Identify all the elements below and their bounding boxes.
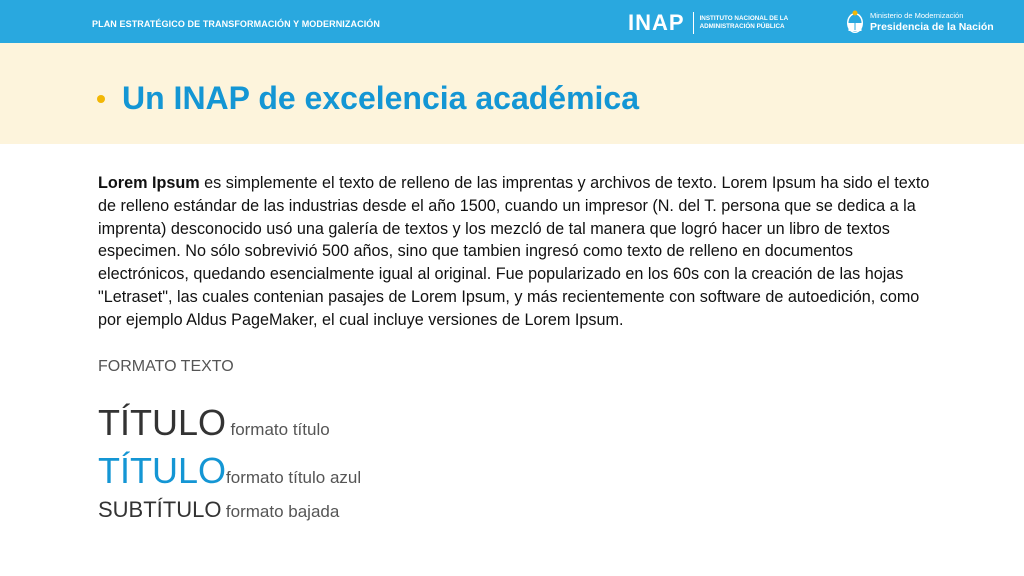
inap-logo-line2: ADMINISTRACIÓN PÚBLICA [699,23,785,30]
inap-logo [628,12,788,34]
ministry-line2: Presidencia de la Nación [870,21,994,33]
sample-subtitle-desc: formato bajada [225,502,340,521]
ministry-logo [846,10,994,34]
inap-logo-subtitle [700,15,789,31]
inap-logo-line1: INSTITUTO NACIONAL DE LA [699,15,789,22]
top-bar [0,0,1024,43]
sample-title-desc: formato título [230,420,330,439]
body-text-rest: es simplemente el texto de relleno de las imprentas y archivos de texto. Lorem Ipsum ha sido el texto de relleno estándar de las industrias desde el año 1500, cuando un impresor (N. del T. persona que se dedica a la imprenta) desconocido usó una galería de textos y los mezcló de tal manera que logró hacer un libro de textos especimen. No sólo sobrevivió 500 años, sino que tambien ingresó como texto de relleno en documentos electrónicos, quedando esencialmente igual al original. Fue popularizado en los 60s con la creación de las hojas "Letraset", las cuales contenian pasajes de Lorem Ipsum, y más recientemente con software de autoedición, como por ejemplo Aldus PageMaker, el cual incluye versiones de Lorem Ipsum. [98,174,930,329]
sample-subtitle-main: SUBTÍTULO [98,497,222,522]
plan-label: PLAN ESTRATÉGICO DE TRANSFORMACIÓN Y MODERNIZACIÓN [92,19,381,29]
heading-bullet-icon [97,95,105,103]
format-label: FORMATO TEXTO [98,358,234,375]
sample-title-main: TÍTULO [98,402,227,443]
title-format-sample [98,402,330,444]
slide-heading: Un INAP de excelencia académica [122,80,640,116]
body-bold-lead: Lorem Ipsum [98,174,200,192]
ministry-line1: Ministerio de Modernización [870,11,964,20]
subtitle-format-sample [98,496,339,524]
ministry-text [870,11,994,33]
argentina-shield-icon [846,10,864,34]
inap-logo-word: INAP [628,10,685,35]
sample-blue-title-main: TÍTULO [98,450,227,491]
sample-blue-title-desc: formato título azul [226,468,362,487]
logo-divider [693,12,694,34]
blue-title-format-sample [98,450,361,492]
body-paragraph [98,172,936,332]
